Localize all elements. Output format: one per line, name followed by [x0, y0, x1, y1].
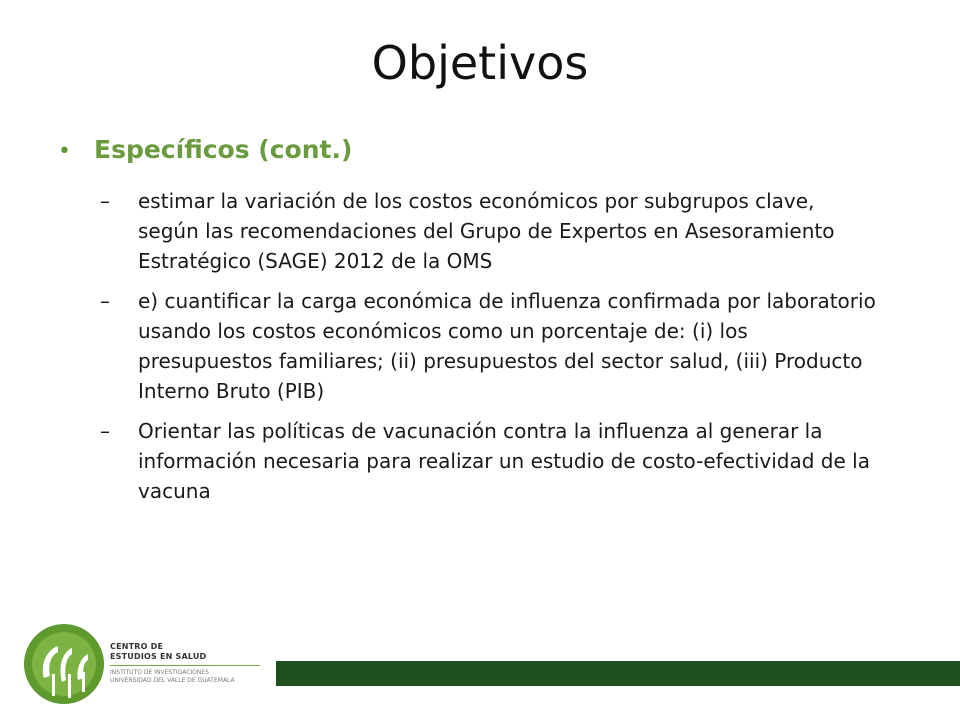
logo-line-2: ESTUDIOS EN SALUD	[110, 652, 207, 661]
list-item	[100, 416, 880, 506]
dash-icon: –	[100, 289, 110, 313]
page-title: Objetivos	[371, 36, 589, 90]
dash-icon: –	[100, 419, 110, 443]
list-item	[100, 186, 880, 276]
logo-line-1: CENTRO DE	[110, 642, 164, 651]
bullet-especificos	[58, 135, 352, 164]
ces-logo	[22, 622, 262, 710]
logo-divider	[110, 665, 260, 666]
footer-bar	[276, 661, 960, 686]
logo-line-4: UNIVERSIDAD DEL VALLE DE GUATEMALA	[110, 677, 235, 684]
list-item-text: Orientar las políticas de vacunación contra la influenza al generar la información necesaria para realizar un estudio de costo-efectividad de la vacuna	[138, 419, 870, 503]
list-item	[100, 286, 880, 406]
dash-icon: –	[100, 189, 110, 213]
logo-text	[110, 642, 270, 685]
bullet-dot-icon: •	[58, 139, 71, 164]
list-item-text: e) cuantificar la carga económica de influenza confirmada por laboratorio usando los costos económicos como un porcentaje de: (i) los presupuestos familiares; (ii) presupuestos del sector salud, (iii) Producto Interno Bruto (PIB)	[138, 289, 876, 403]
ces-logo-icon	[22, 622, 106, 706]
logo-line-3: INSTITUTO DE INVESTIGACIONES	[110, 669, 209, 676]
sub-bullet-list	[100, 186, 880, 516]
bullet-heading: Específicos (cont.)	[94, 135, 353, 164]
list-item-text: estimar la variación de los costos económicos por subgrupos clave, según las recomendaciones del Grupo de Expertos en Asesoramiento Estratégico (SAGE) 2012 de la OMS	[138, 189, 835, 273]
